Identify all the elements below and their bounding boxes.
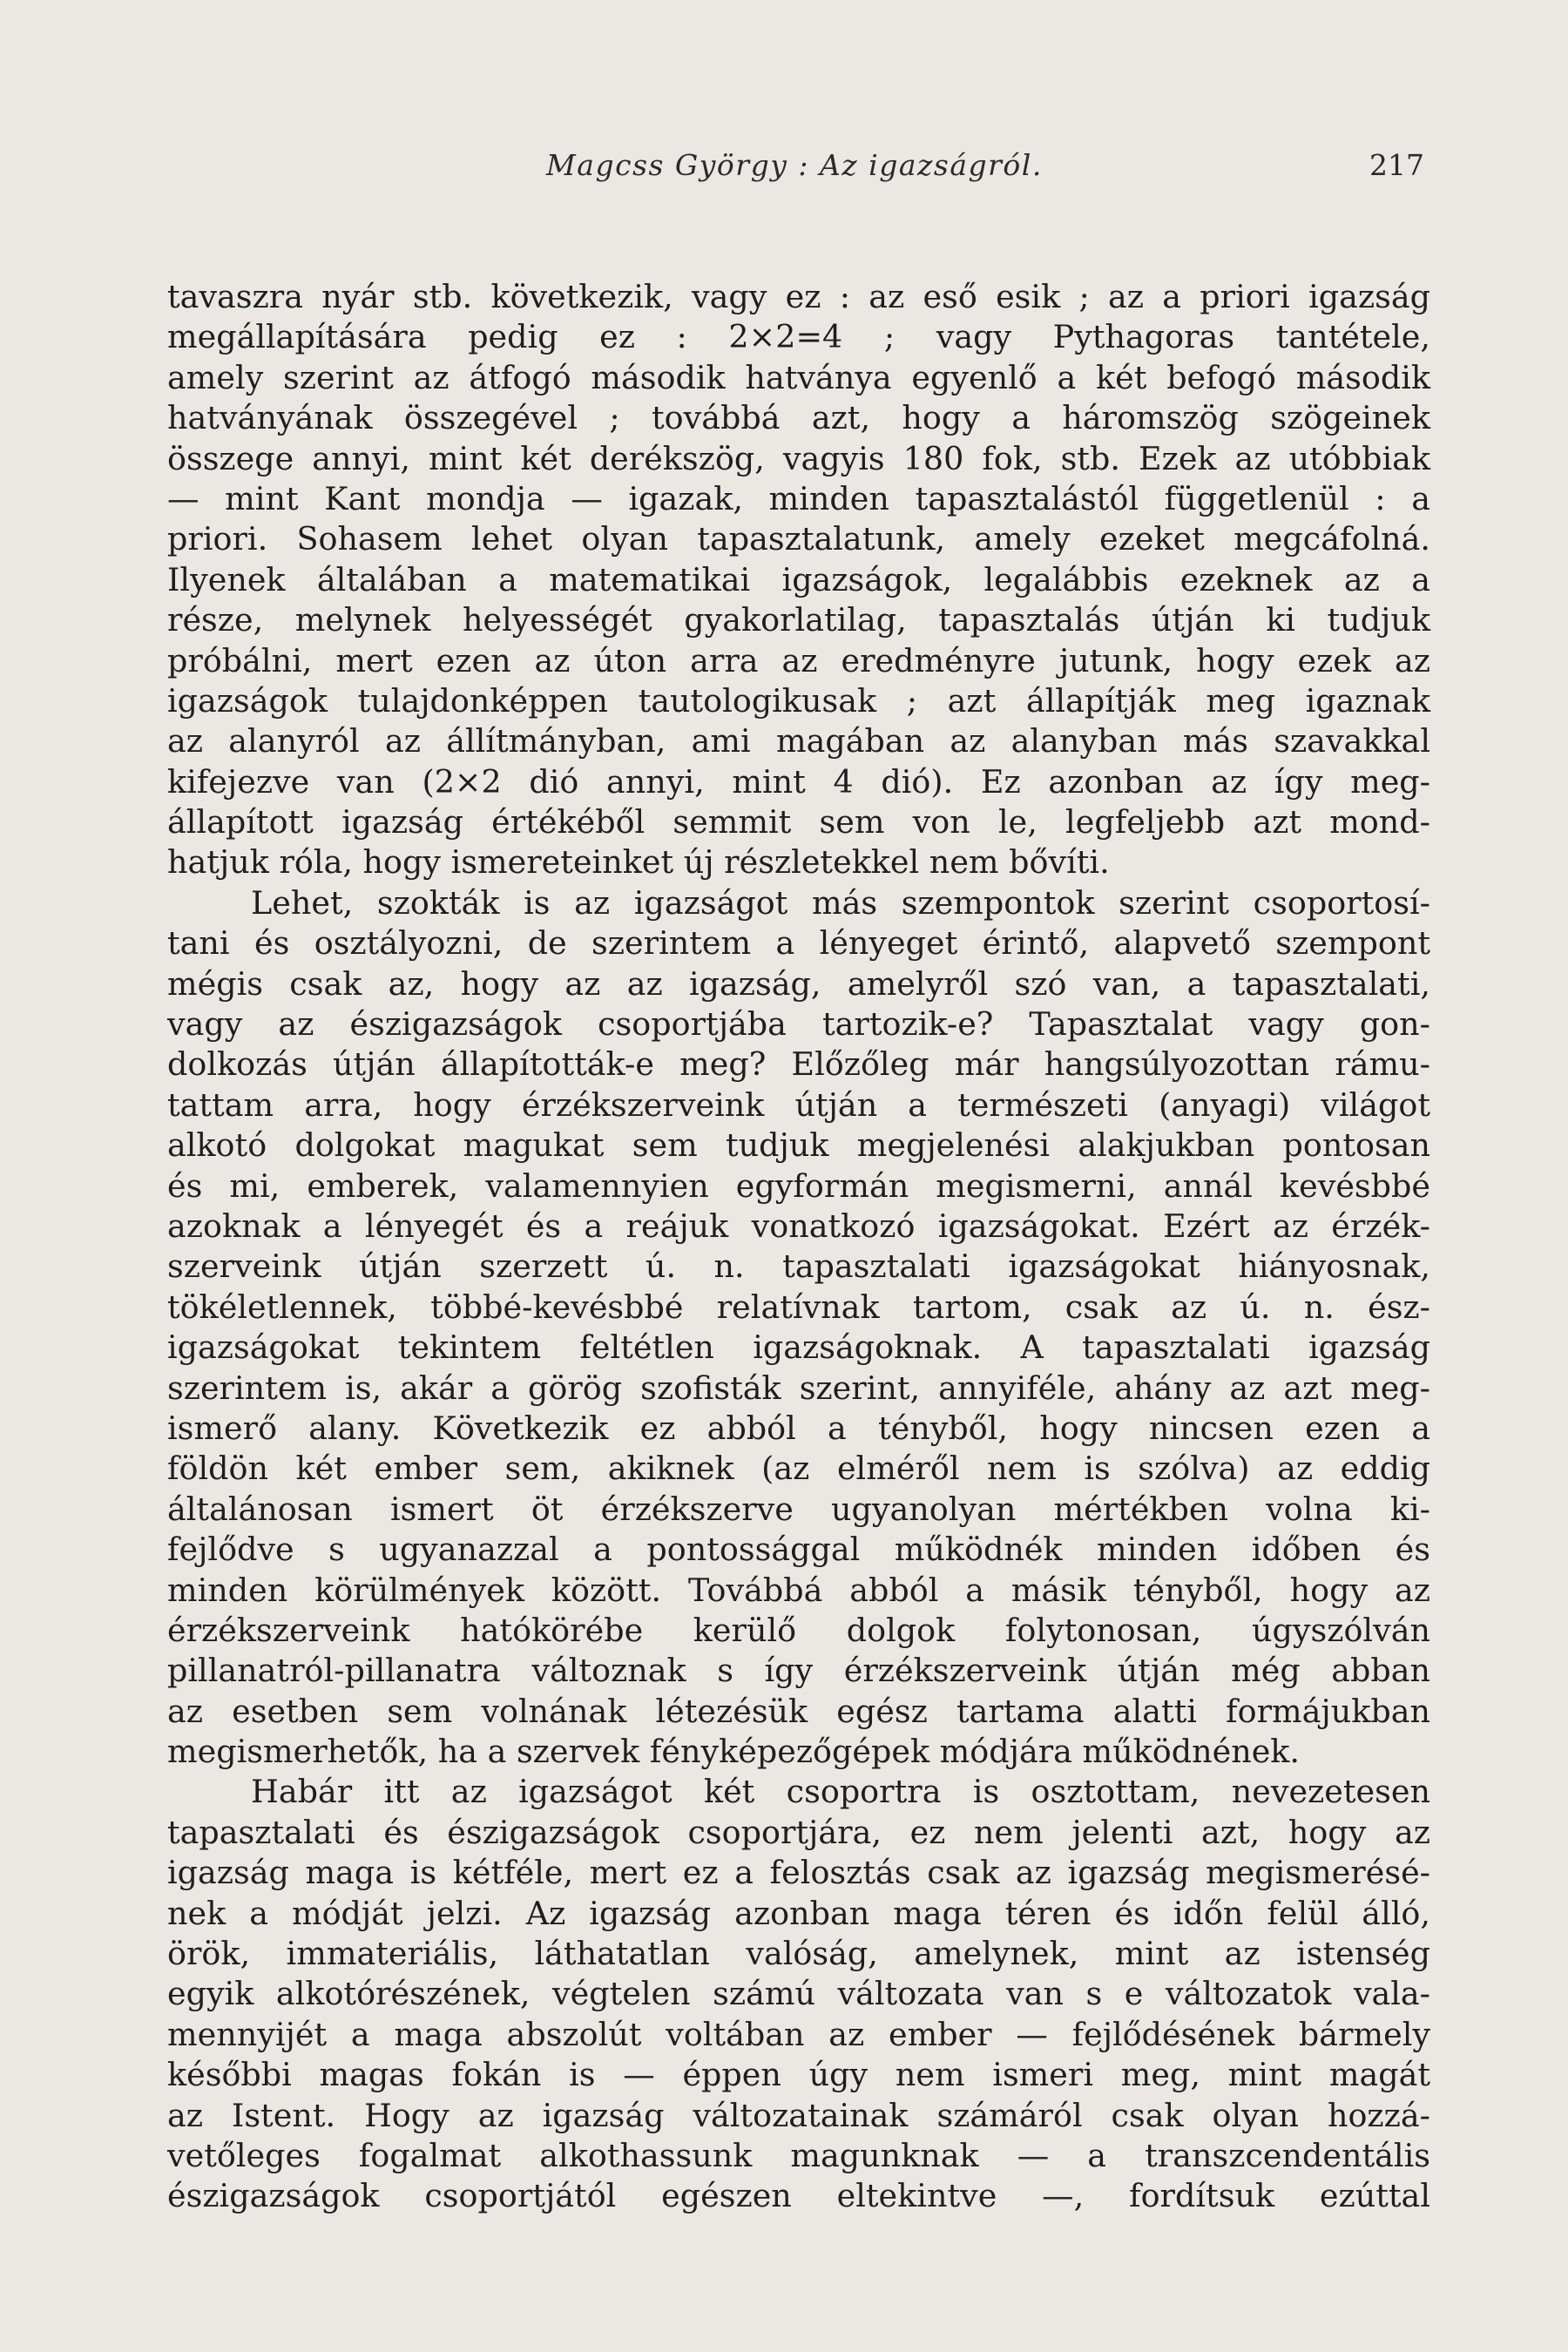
text-line: és mi, emberek, valamennyien egyformán megismerni, annál kevésbbé [167, 1166, 1430, 1205]
text-line: tapasztalati és észigazságok csoportjára, ez nem jelenti azt, hogy az [167, 1813, 1430, 1851]
text-line: megállapítására pedig ez : 2×2=4 ; vagy Pythagoras tantétele, [167, 318, 1430, 356]
text-line: része, melynek helyességét gyakorlatilag, tapasztalás útján ki tudjuk [167, 601, 1430, 639]
text-line: mégis csak az, hogy az az igazság, amelyről szó van, a tapasztalati, [167, 964, 1430, 1003]
text-line: próbálni, mert ezen az úton arra az eredményre jutunk, hogy ezek az [167, 641, 1430, 679]
text-line: megismerhetők, ha a szervek fényképezőgépek módjára működnének. [167, 1733, 1301, 1771]
text-line: hatjuk róla, hogy ismereteinket új részletekkel nem bővíti. [167, 843, 1110, 882]
text-line: nek a módját jelzi. Az igazság azonban maga téren és időn felül álló, [167, 1894, 1430, 1932]
text-line: az esetben sem volnának létezésük egész tartama alatti formájukban [167, 1692, 1430, 1730]
text-line: tökéletlennek, többé-kevésbbé relatívnak tartom, csak az ú. n. ész- [167, 1288, 1430, 1326]
text-line: örök, immateriális, láthatatlan valóság, amelynek, mint az istenség [167, 1935, 1430, 1973]
text-line: vetőleges fogalmat alkothassunk magunknak — a transzcendentális [167, 2136, 1430, 2174]
text-line: ismerő alany. Következik ez abból a tényből, hogy nincsen ezen a [167, 1409, 1430, 1447]
text-line: igazságok tulajdonképpen tautologikusak ; azt állapítják meg igaznak [167, 681, 1430, 720]
text-line: dolkozás útján állapították-e meg? Előzőleg már hangsúlyozottan rámu- [167, 1045, 1430, 1084]
text-line: tattam arra, hogy érzékszerveink útján a természeti (anyagi) világot [167, 1085, 1430, 1124]
text-line: amely szerint az átfogó második hatványa egyenlő a két befogó második [167, 358, 1430, 396]
text-line: földön két ember sem, akiknek (az elméről nem is szólva) az eddig [167, 1450, 1430, 1488]
body-text [167, 277, 1430, 2217]
text-line: az Istent. Hogy az igazság változatainak számáról csak olyan hozzá- [167, 2096, 1430, 2134]
text-line: az alanyról az állítmányban, ami magában az alanyban más szavakkal [167, 722, 1430, 760]
text-line: érzékszerveink hatókörébe kerülő dolgok folytonosan, úgyszólván [167, 1611, 1430, 1649]
text-line: észigazságok csoportjától egészen eltekintve —, fordítsuk ezúttal [167, 2177, 1430, 2215]
text-line: tavaszra nyár stb. következik, vagy ez : az eső esik ; az a priori igazság [167, 278, 1430, 315]
text-line: alkotó dolgokat magukat sem tudjuk megjelenési alakjukban pontosan [167, 1126, 1430, 1165]
page-number: 217 [1369, 148, 1424, 182]
text-line: Ilyenek általában a matematikai igazságok, legalábbis ezeknek az a [167, 560, 1430, 598]
text-line: priori. Sohasem lehet olyan tapasztalatunk, amely ezeket megcáfolná. [167, 520, 1430, 558]
text-line: vagy az észigazságok csoportjába tartozik-e? Tapasztalat vagy gon- [167, 1005, 1430, 1044]
text-line: igazságokat tekintem feltétlen igazságoknak. A tapasztalati igazság [167, 1328, 1430, 1367]
text-line: általánosan ismert öt érzékszerve ugyanolyan mértékben volna ki- [167, 1490, 1430, 1528]
text-line: állapított igazság értékéből semmit sem von le, legfeljebb azt mond- [167, 803, 1430, 841]
text-line: pillanatról-pillanatra változnak s így érzékszerveink útján még abban [167, 1652, 1430, 1690]
text-line: minden körülmények között. Továbbá abból a másik tényből, hogy az [167, 1571, 1430, 1609]
text-line: összege annyi, mint két derékszög, vagyis 180 fok, stb. Ezek az utóbbiak [167, 439, 1430, 477]
text-line: Lehet, szokták is az igazságot más szempontok szerint csoportosí- [251, 883, 1430, 922]
text-line: hatványának összegével ; továbbá azt, hogy a háromszög szögeinek [167, 399, 1430, 437]
text-line: — mint Kant mondja — igazak, minden tapasztalástól függetlenül : a [167, 479, 1430, 517]
text-line: mennyijét a maga abszolút voltában az ember — fejlődésének bármely [167, 2015, 1430, 2053]
text-line: Habár itt az igazságot két csoportra is osztottam, nevezetesen [251, 1773, 1430, 1811]
text-line: későbbi magas fokán is — éppen úgy nem ismeri meg, mint magát [167, 2056, 1430, 2094]
text-line: azoknak a lényegét és a reájuk vonatkozó igazságokat. Ezért az érzék- [167, 1206, 1430, 1245]
text-line: igazság maga is kétféle, mert ez a felosztás csak az igazság megismerésé- [167, 1854, 1430, 1892]
text-line: kifejezve van (2×2 dió annyi, mint 4 dió). Ez azonban az így meg- [167, 762, 1430, 801]
text-line: szerintem is, akár a görög szofisták szerint, annyiféle, ahány az azt meg- [167, 1369, 1430, 1407]
text-line: szerveink útján szerzett ú. n. tapasztalati igazságokat hiányosnak, [167, 1247, 1430, 1286]
running-head [0, 148, 1568, 192]
text-line: tani és osztályozni, de szerintem a lényeget érintő, alapvető szempont [167, 924, 1430, 963]
text-line: egyik alkotórészének, végtelen számú változata van s e változatok vala- [167, 1975, 1430, 2013]
text-line: fejlődve s ugyanazzal a pontossággal működnék minden időben és [167, 1531, 1430, 1569]
running-title: Magcss György : Az igazságról. [546, 148, 1043, 182]
